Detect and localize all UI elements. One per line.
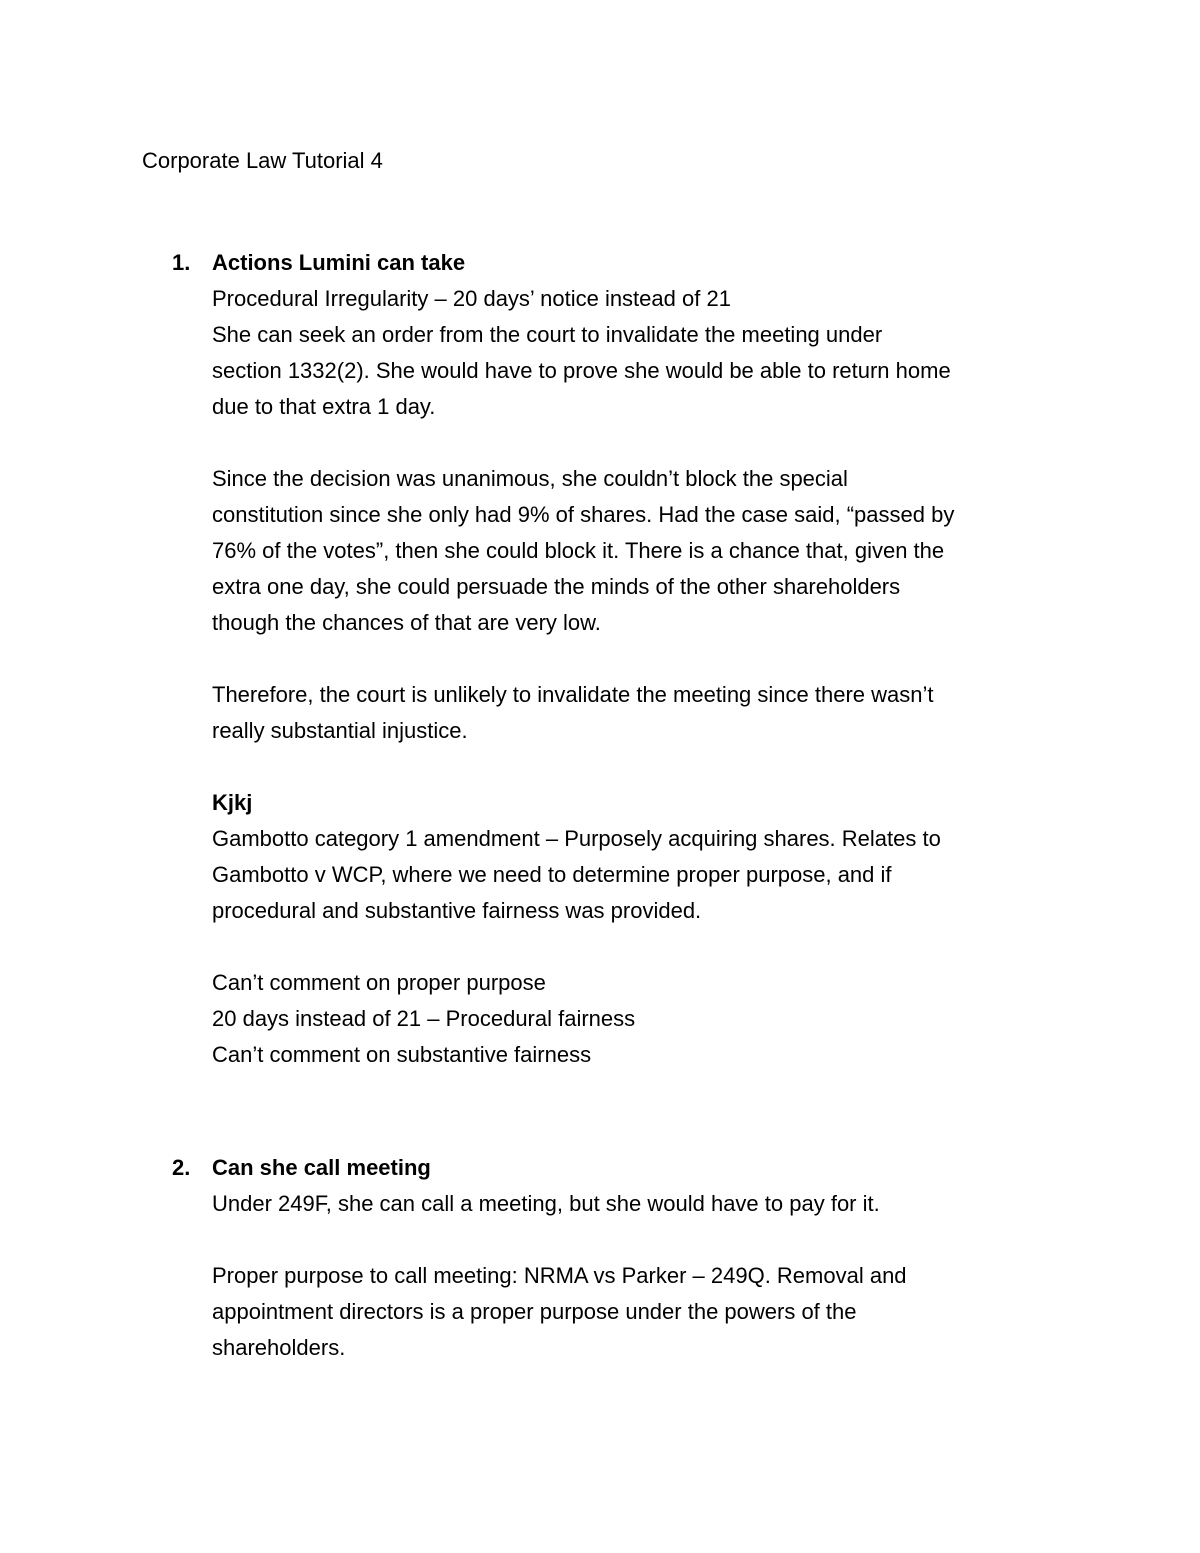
paragraph-line: Under 249F, she can call a meeting, but she would have to pay for it. — [212, 1191, 880, 1216]
section-number: 1. — [172, 250, 191, 275]
section-body — [212, 1150, 1092, 1366]
blank-line — [212, 1222, 1092, 1258]
paragraph-line: Proper purpose to call meeting: NRMA vs Parker – 249Q. Removal and — [212, 1263, 907, 1288]
blank-line — [212, 929, 1092, 965]
paragraph-line: extra one day, she could persuade the minds of the other shareholders — [212, 574, 901, 599]
section-heading: Actions Lumini can take — [212, 250, 466, 275]
paragraph-line: Procedural Irregularity – 20 days’ notice instead of 21 — [212, 286, 731, 311]
paragraph-line: Can’t comment on substantive fairness — [212, 1042, 592, 1067]
paragraph-line: Therefore, the court is unlikely to invalidate the meeting since there wasn’t — [212, 682, 934, 707]
paragraph-line: Since the decision was unanimous, she couldn’t block the special — [212, 466, 848, 491]
paragraph-line: 76% of the votes”, then she could block it. There is a chance that, given the — [212, 538, 945, 563]
paragraph-line: Can’t comment on proper purpose — [212, 970, 546, 995]
document-title: Corporate Law Tutorial 4 — [142, 148, 383, 173]
paragraph-line: Gambotto v WCP, where we need to determine proper purpose, and if — [212, 862, 892, 887]
paragraph-line: She can seek an order from the court to invalidate the meeting under — [212, 322, 883, 347]
paragraph-line: 20 days instead of 21 – Procedural fairness — [212, 1006, 636, 1031]
paragraph-line: due to that extra 1 day. — [212, 394, 436, 419]
section-body — [212, 245, 1092, 1073]
paragraph-line: section 1332(2). She would have to prove she would be able to return home — [212, 358, 951, 383]
paragraph-line: constitution since she only had 9% of shares. Had the case said, “passed by — [212, 502, 955, 527]
blank-line — [212, 641, 1092, 677]
paragraph-line: Gambotto category 1 amendment – Purposely acquiring shares. Relates to — [212, 826, 941, 851]
section-subheading: Kjkj — [212, 790, 253, 815]
paragraph-line: appointment directors is a proper purpose under the powers of the — [212, 1299, 857, 1324]
section-number: 2. — [172, 1155, 191, 1180]
blank-line — [212, 749, 1092, 785]
paragraph-line: really substantial injustice. — [212, 718, 468, 743]
section-heading: Can she call meeting — [212, 1155, 431, 1180]
paragraph-line: though the chances of that are very low. — [212, 610, 601, 635]
paragraph-line: shareholders. — [212, 1335, 346, 1360]
blank-line — [212, 425, 1092, 461]
paragraph-line: procedural and substantive fairness was provided. — [212, 898, 702, 923]
